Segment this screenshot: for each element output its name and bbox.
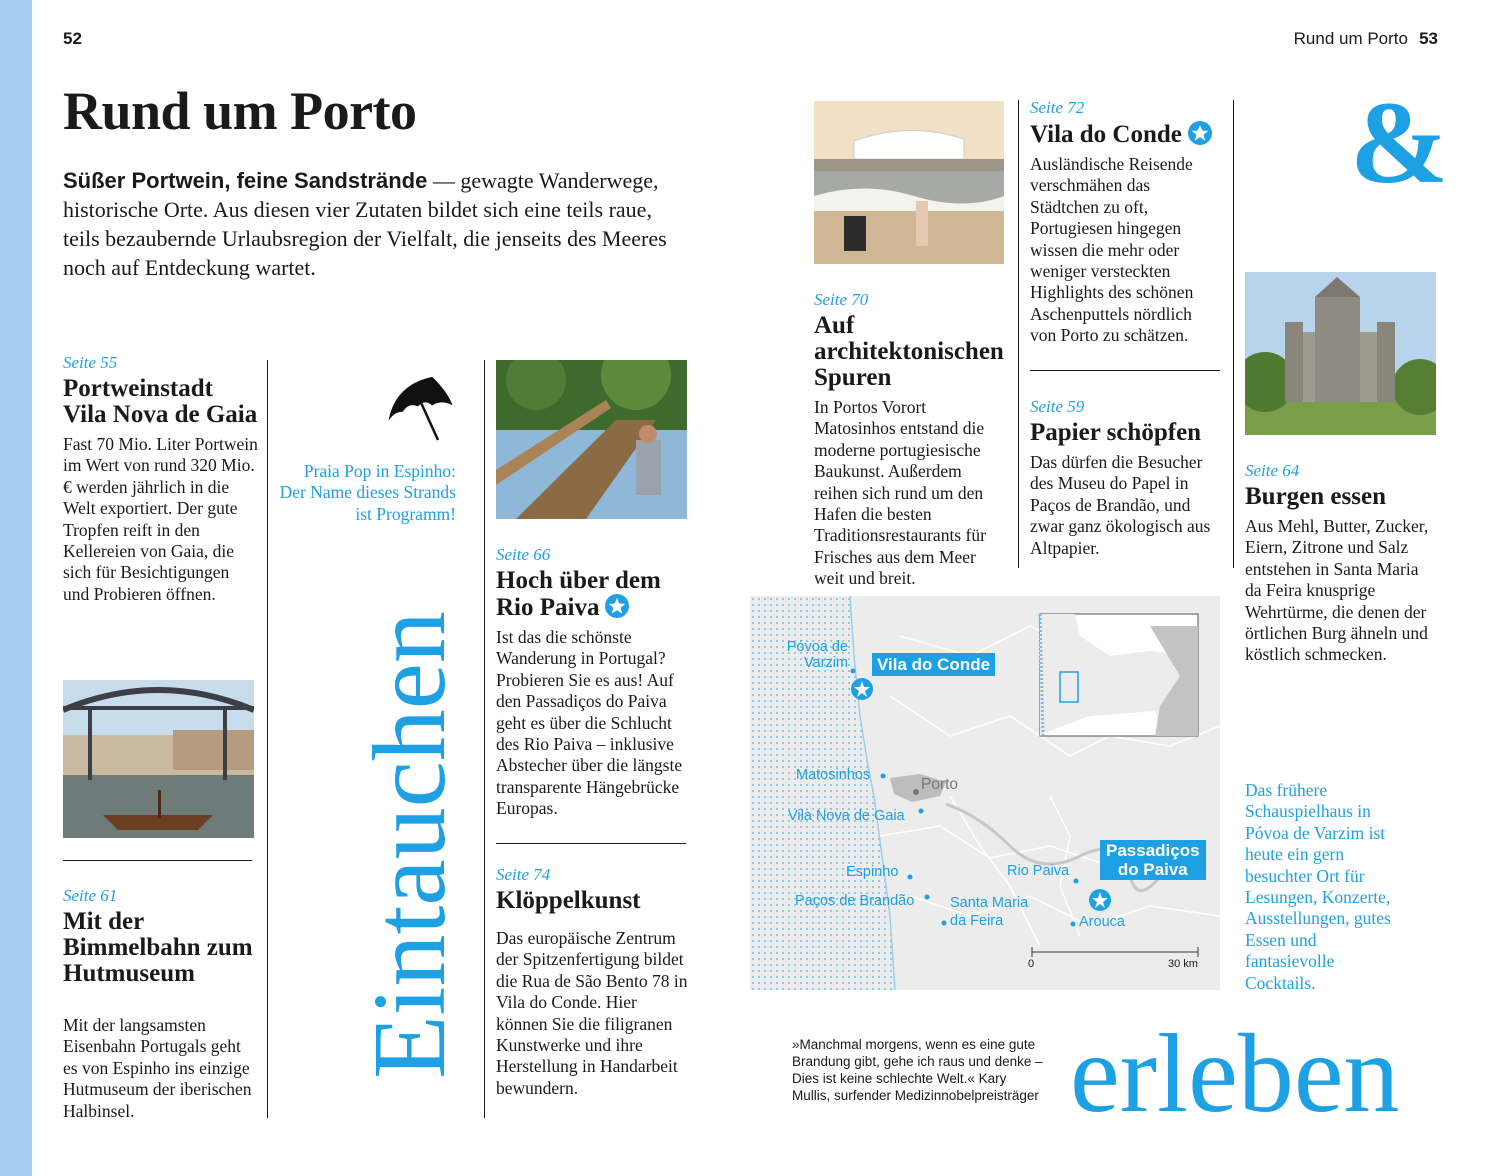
article-title: Papier schöpfen [1030,419,1202,446]
running-head-title: Rund um Porto [1293,29,1408,48]
map-label-line: Varzim [803,655,848,671]
page-reference: Seite 61 [63,886,118,905]
map-label-line: Santa Maria [950,895,1029,911]
right-page-number: 53 [1419,29,1438,48]
article-body: Das europäische Zentrum der Spitzenfertigung bildet die Rua de São Bento 78 in Vila do Conde. Hier können Sie die filigranen Kunstwerke und ihre Herstellung in Handarbeit bewundern. [496,928,688,1098]
intro-paragraph [63,166,683,282]
region-map [750,596,1220,990]
article-body: In Portos Vorort Matosinhos entstand die moderne portugiesische Baukunst. Außerdem reihen sich rund um den Hafen die besten Traditionsrestaurants für Frisches aus dem Meer weit und breit. [814,397,986,589]
umbrella-icon [380,376,460,446]
map-box-vila-do-conde: Vila do Conde [872,653,995,676]
article-title [1030,121,1225,148]
page-reference: Seite 59 [1030,397,1085,416]
divider [496,843,686,844]
map-scale-30: 30 km [1168,958,1198,970]
quote-mullis: »Manchmal morgens, wenn es eine gute Brandung gibt, gehe ich raus und denke – Dies ist keine schlechte Welt.« Kary Mullis, surfender Medizinnobelpreisträger [792,1037,1043,1103]
article-gaia [63,353,258,605]
article-paiva [496,545,691,820]
photo-stairs-hike [496,360,687,519]
divider [1030,370,1220,371]
article-kloeppel [496,865,691,1099]
photo-castle [1245,272,1436,435]
page-reference: Seite 64 [1245,461,1300,480]
article-title-text: Vila do Conde [1030,121,1182,148]
article-body: Das dürfen die Besucher des Museu do Papel in Paços de Brandão, und zwar ganz ökologisch aus Altpapier. [1030,452,1211,558]
article-architektur [814,290,1009,590]
page-reference: Seite 55 [63,353,118,372]
article-title-text: Hoch über dem Rio Paiva [496,567,661,621]
divider [63,860,252,861]
intro-text: — gewagte Wanderwege, historische Orte. Aus diesen vier Zutaten bildet sich eine teils raue, teils bezaubernde Urlaubsregion der Vielfalt, die jenseits des Meeres noch auf Entdeckung wartet. [63,168,667,280]
article-title: Portweinstadt Vila Nova de Gaia [63,375,258,428]
map-label-line: Póvoa de [786,639,848,655]
map-box-passadicos [1100,840,1206,880]
article-burgen [1245,461,1440,666]
article-title: Mit der Bimmelbahn zum Hutmuseum [63,908,253,987]
page-edge-strip [0,0,32,1176]
article-body: Aus Mehl, Butter, Zucker, Eiern, Zitrone und Salz entstehen in Santa Maria da Feira knusprige Wehrtürme, die denen der örtlichen Burg ähneln und köstlich schmecken. [1245,516,1429,665]
article-body: Fast 70 Mio. Liter Portwein im Wert von rund 320 Mio. € werden jährlich in die Welt exportiert. Der gute Tropfen reift in den Kellereien von Gaia, die sich für Besichtigungen und Probieren öffnen. [63,434,258,604]
column-rule [1233,100,1234,568]
column-rule [267,360,268,1118]
article-body: Mit der langsamsten Eisenbahn Portugals geht es von Espinho ins einzige Hutmuseum der iberischen Halbinsel. [63,1015,252,1121]
map-box-line: do Paiva [1117,860,1188,879]
map-label-espinho: Espinho [846,864,899,880]
running-head [1294,29,1438,49]
article-title: Burgen essen [1245,483,1386,510]
map-label-pacos: Paços de Brandão [795,893,915,909]
note-espinho: Praia Pop in Espinho: Der Name dieses Strands ist Programm! [279,461,456,524]
map-scale-zero: 0 [1028,958,1035,970]
intro-bold: Süßer Portwein, feine Sandstrände [63,168,428,193]
article-body: Ist das die schönste Wanderung in Portugal? Probieren Sie es aus! Auf den Passadiços do Paiva geht es über die Schlucht des Rio Paiva – inklusive Abstecher über die längste transparente Hängebrücke Europas. [496,627,683,819]
article-body: Ausländische Reisende verschmähen das Städtchen zu oft, Portugiesen hingegen wissen die mehr oder weniger versteckten Highlights des schönen Aschenputtels nördlich von Porto zu schätzen. [1030,154,1194,346]
photo-porto-bridge [63,680,254,838]
article-papier [1030,397,1225,559]
page-reference: Seite 66 [496,545,551,564]
page-reference: Seite 72 [1030,98,1085,117]
article-bimmelbahn [63,886,258,1122]
star-icon [605,594,629,618]
map-label-matosinhos: Matosinhos [796,767,871,783]
page-reference: Seite 70 [814,290,869,309]
photo-matosinhos-beach [814,101,1004,264]
erleben-decor: erleben [1070,1012,1400,1136]
map-label-porto: Porto [921,776,959,793]
article-title [496,568,686,621]
left-page-number: 52 [63,29,82,48]
map-label-povoa [784,639,848,671]
map-label-santa-maria [950,894,1028,930]
note-povoa: Das frühere Schauspielhaus in Póvoa de Varzim ist heute ein gern besuchter Ort für Lesungen, Konzerte, Ausstellungen, gutes Essen und fantasievolle Cocktails. [1245,780,1391,993]
article-vila-do-conde [1030,98,1225,347]
article-title: Auf architektonischen Spuren [814,312,1004,391]
column-rule [484,360,485,1118]
vertical-word: Eintauchen [352,611,467,1079]
map-box-line: Passadiços [1106,841,1200,860]
page-reference: Seite 74 [496,865,551,884]
map-label-gaia: Vila Nova de Gaia [788,808,905,824]
map-label-line: da Feira [950,913,1004,929]
map-label-arouca: Arouca [1079,914,1125,930]
star-icon [1188,121,1212,145]
column-rule [1018,100,1019,568]
map-label-rio-paiva: Rio Paiva [1007,863,1070,879]
page-title: Rund um Porto [63,81,417,141]
vertical-word-container [352,570,467,1120]
ampersand-decor: & [1350,77,1449,208]
article-title: Klöppelkunst [496,887,641,914]
